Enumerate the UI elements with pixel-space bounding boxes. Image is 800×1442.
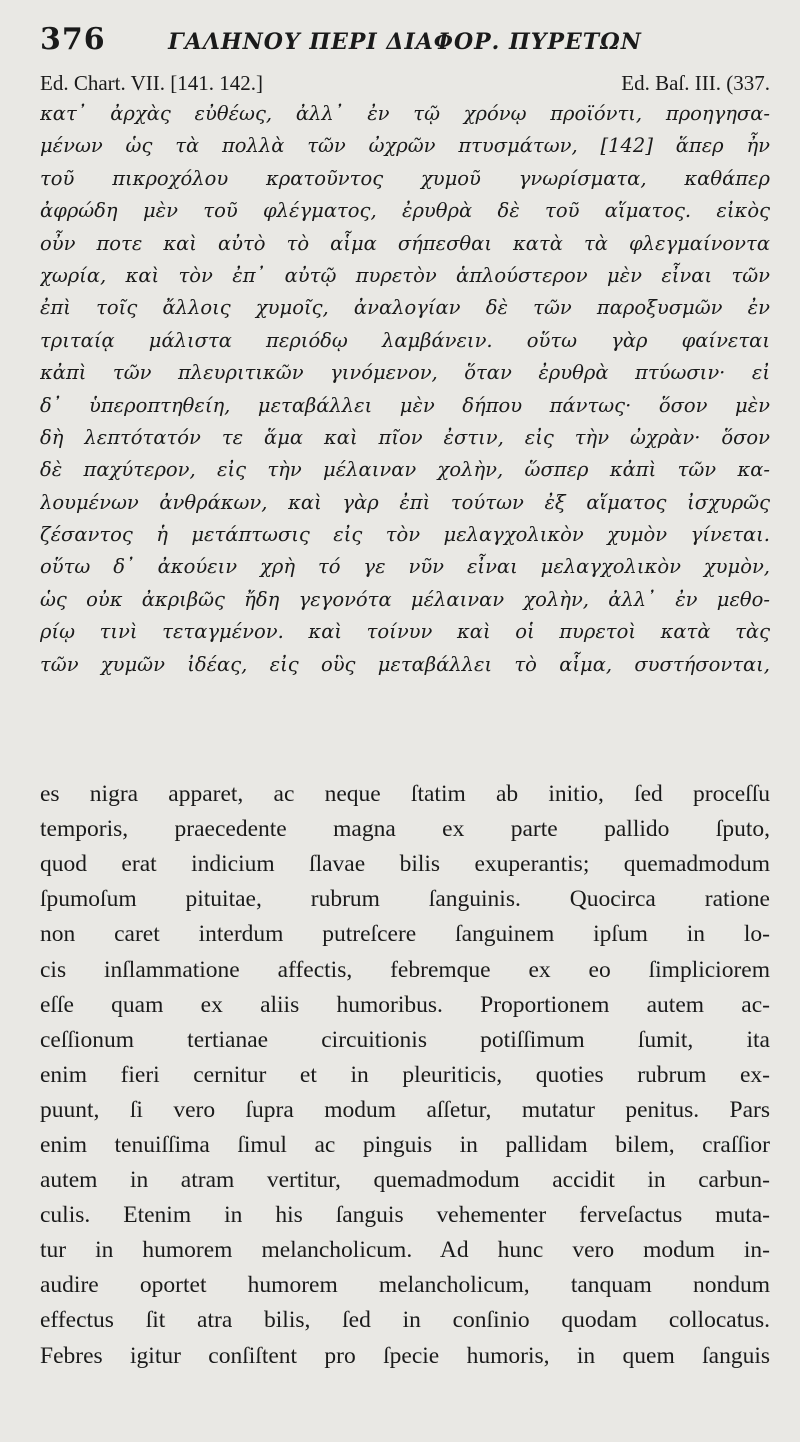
latin-line: enim tenuiſſima ſimul ac pinguis in pallidam bilem, craſſior	[40, 1131, 770, 1158]
greek-line: τῶν χυμῶν ἰδέας, εἰς οὓς μεταβάλλει τὸ αἷμα, συστήσονται,	[40, 652, 770, 676]
greek-line: ρίῳ τινὶ τεταγμένον. καὶ τοίνυν καὶ οἱ πυρετοὶ κατὰ τὰς	[40, 620, 770, 644]
latin-line: culis. Etenim in his ſanguis vehementer ferveſactus muta-	[40, 1202, 770, 1229]
page-header	[40, 22, 770, 64]
latin-line: es nigra apparet, ac neque ſtatim ab initio, ſed proceſſu	[40, 781, 770, 808]
greek-line: τοῦ πικροχόλου κρατοῦντος χυμοῦ γνωρίσματα, καθάπερ	[40, 166, 770, 190]
edition-left: Ed. Chart. VII. [141. 142.]	[40, 71, 263, 95]
greek-line: οὕτω δ᾽ ἀκούειν χρὴ τό γε νῦν εἶναι μελαγχολικὸν χυμὸν,	[40, 555, 770, 579]
latin-line: tur in humorem melancholicum. Ad hunc vero modum in-	[40, 1237, 770, 1264]
latin-line: non caret interdum putreſcere ſanguinem ipſum in lo-	[40, 921, 770, 948]
latin-line: ſpumoſum pituitae, rubrum ſanguinis. Quocirca ratione	[40, 886, 770, 913]
latin-line: autem in atram vertitur, quemadmodum accidit in carbun-	[40, 1167, 770, 1194]
latin-line: audire oportet humorem melancholicum, tanquam nondum	[40, 1272, 770, 1299]
greek-line: οὖν ποτε καὶ αὐτὸ τὸ αἷμα σήπεσθαι κατὰ τὰ φλεγμαίνοντα	[40, 231, 770, 255]
greek-line: δὴ λεπτότατόν τε ἅμα καὶ πῖον ἐστιν, εἰς τὴν ὠχρὰν· ὅσον	[40, 425, 770, 449]
latin-line: temporis, praecedente magna ex parte pallido ſputo,	[40, 816, 770, 843]
greek-line: χωρία, καὶ τὸν ἐπ᾽ αὐτῷ πυρετὸν ἁπλούστερον μὲν εἶναι τῶν	[40, 263, 770, 287]
greek-line: τριταίᾳ μάλιστα περιόδῳ λαμβάνειν. οὕτω γὰρ φαίνεται	[40, 328, 770, 352]
greek-line: ἐπὶ τοῖς ἄλλοις χυμοῖς, ἀναλογίαν δὲ τῶν παροξυσμῶν ἐν	[40, 296, 770, 320]
latin-text-block	[40, 777, 770, 1374]
greek-line: λουμένων ἀνθράκων, καὶ γὰρ ἐπὶ τούτων ἐξ αἵματος ἰσχυρῶς	[40, 490, 770, 514]
greek-line: κἀπὶ τῶν πλευριτικῶν γινόμενον, ὅταν ἐρυθρὰ πτύωσιν· εἰ	[40, 361, 770, 385]
page-number: 376	[40, 22, 106, 57]
greek-line: ζέσαντος ἡ μετάπτωσις εἰς τὸν μελαγχολικὸν χυμὸν γίνεται.	[40, 523, 770, 547]
greek-line: δὲ παχύτερον, εἰς τὴν μέλαιναν χολὴν, ὥσπερ κἀπὶ τῶν κα-	[40, 458, 770, 482]
latin-line: quod erat indicium ſlavae bilis exuperantis; quemadmodum	[40, 851, 770, 878]
greek-line: δ᾽ ὑπεροπτηθείη, μεταβάλλει μὲν δήπου πάντως· ὅσον μὲν	[40, 393, 770, 417]
greek-line: μένων ὡς τὰ πολλὰ τῶν ὠχρῶν πτυσμάτων, [142] ἅπερ ἦν	[40, 134, 770, 158]
edition-reference	[40, 68, 770, 98]
latin-line: eſſe quam ex aliis humoribus. Proportionem autem ac-	[40, 991, 770, 1018]
latin-line: puunt, ſi vero ſupra modum aſſetur, mutatur penitus. Pars	[40, 1096, 770, 1123]
latin-line: effectus ſit atra bilis, ſed in conſinio quodam collocatus.	[40, 1307, 770, 1334]
greek-line: κατ᾽ ἀρχὰς εὐθέως, ἀλλ᾽ ἐν τῷ χρόνῳ προϊόντι, προηγησα-	[40, 102, 770, 125]
latin-line: cis inſlammatione affectis, febremque ex eo ſimpliciorem	[40, 956, 770, 983]
greek-text-block	[40, 98, 770, 681]
greek-line: ἀφρώδη μὲν τοῦ φλέγματος, ἐρυθρὰ δὲ τοῦ αἵματος. εἰκὸς	[40, 199, 770, 223]
section-gap	[40, 681, 770, 777]
latin-line: Febres igitur conſiſtent pro ſpecie humoris, in quem ſanguis	[40, 1342, 770, 1369]
latin-line: ceſſionum tertianae circuitionis potiſſimum ſumit, ita	[40, 1026, 770, 1053]
edition-right: Ed. Baſ. III. (337.	[621, 71, 770, 95]
greek-line: ὡς οὐκ ἀκριβῶς ἤδη γεγονότα μέλαιναν χολὴν, ἀλλ᾽ ἐν μεθο-	[40, 587, 770, 611]
latin-line: enim fieri cernitur et in pleuriticis, quoties rubrum ex-	[40, 1061, 770, 1088]
running-title: ΓΑΛΗΝΟΥ ΠΕΡΙ ΔΙΑΦΟΡ. ΠΥΡΕΤΩΝ	[168, 29, 642, 55]
